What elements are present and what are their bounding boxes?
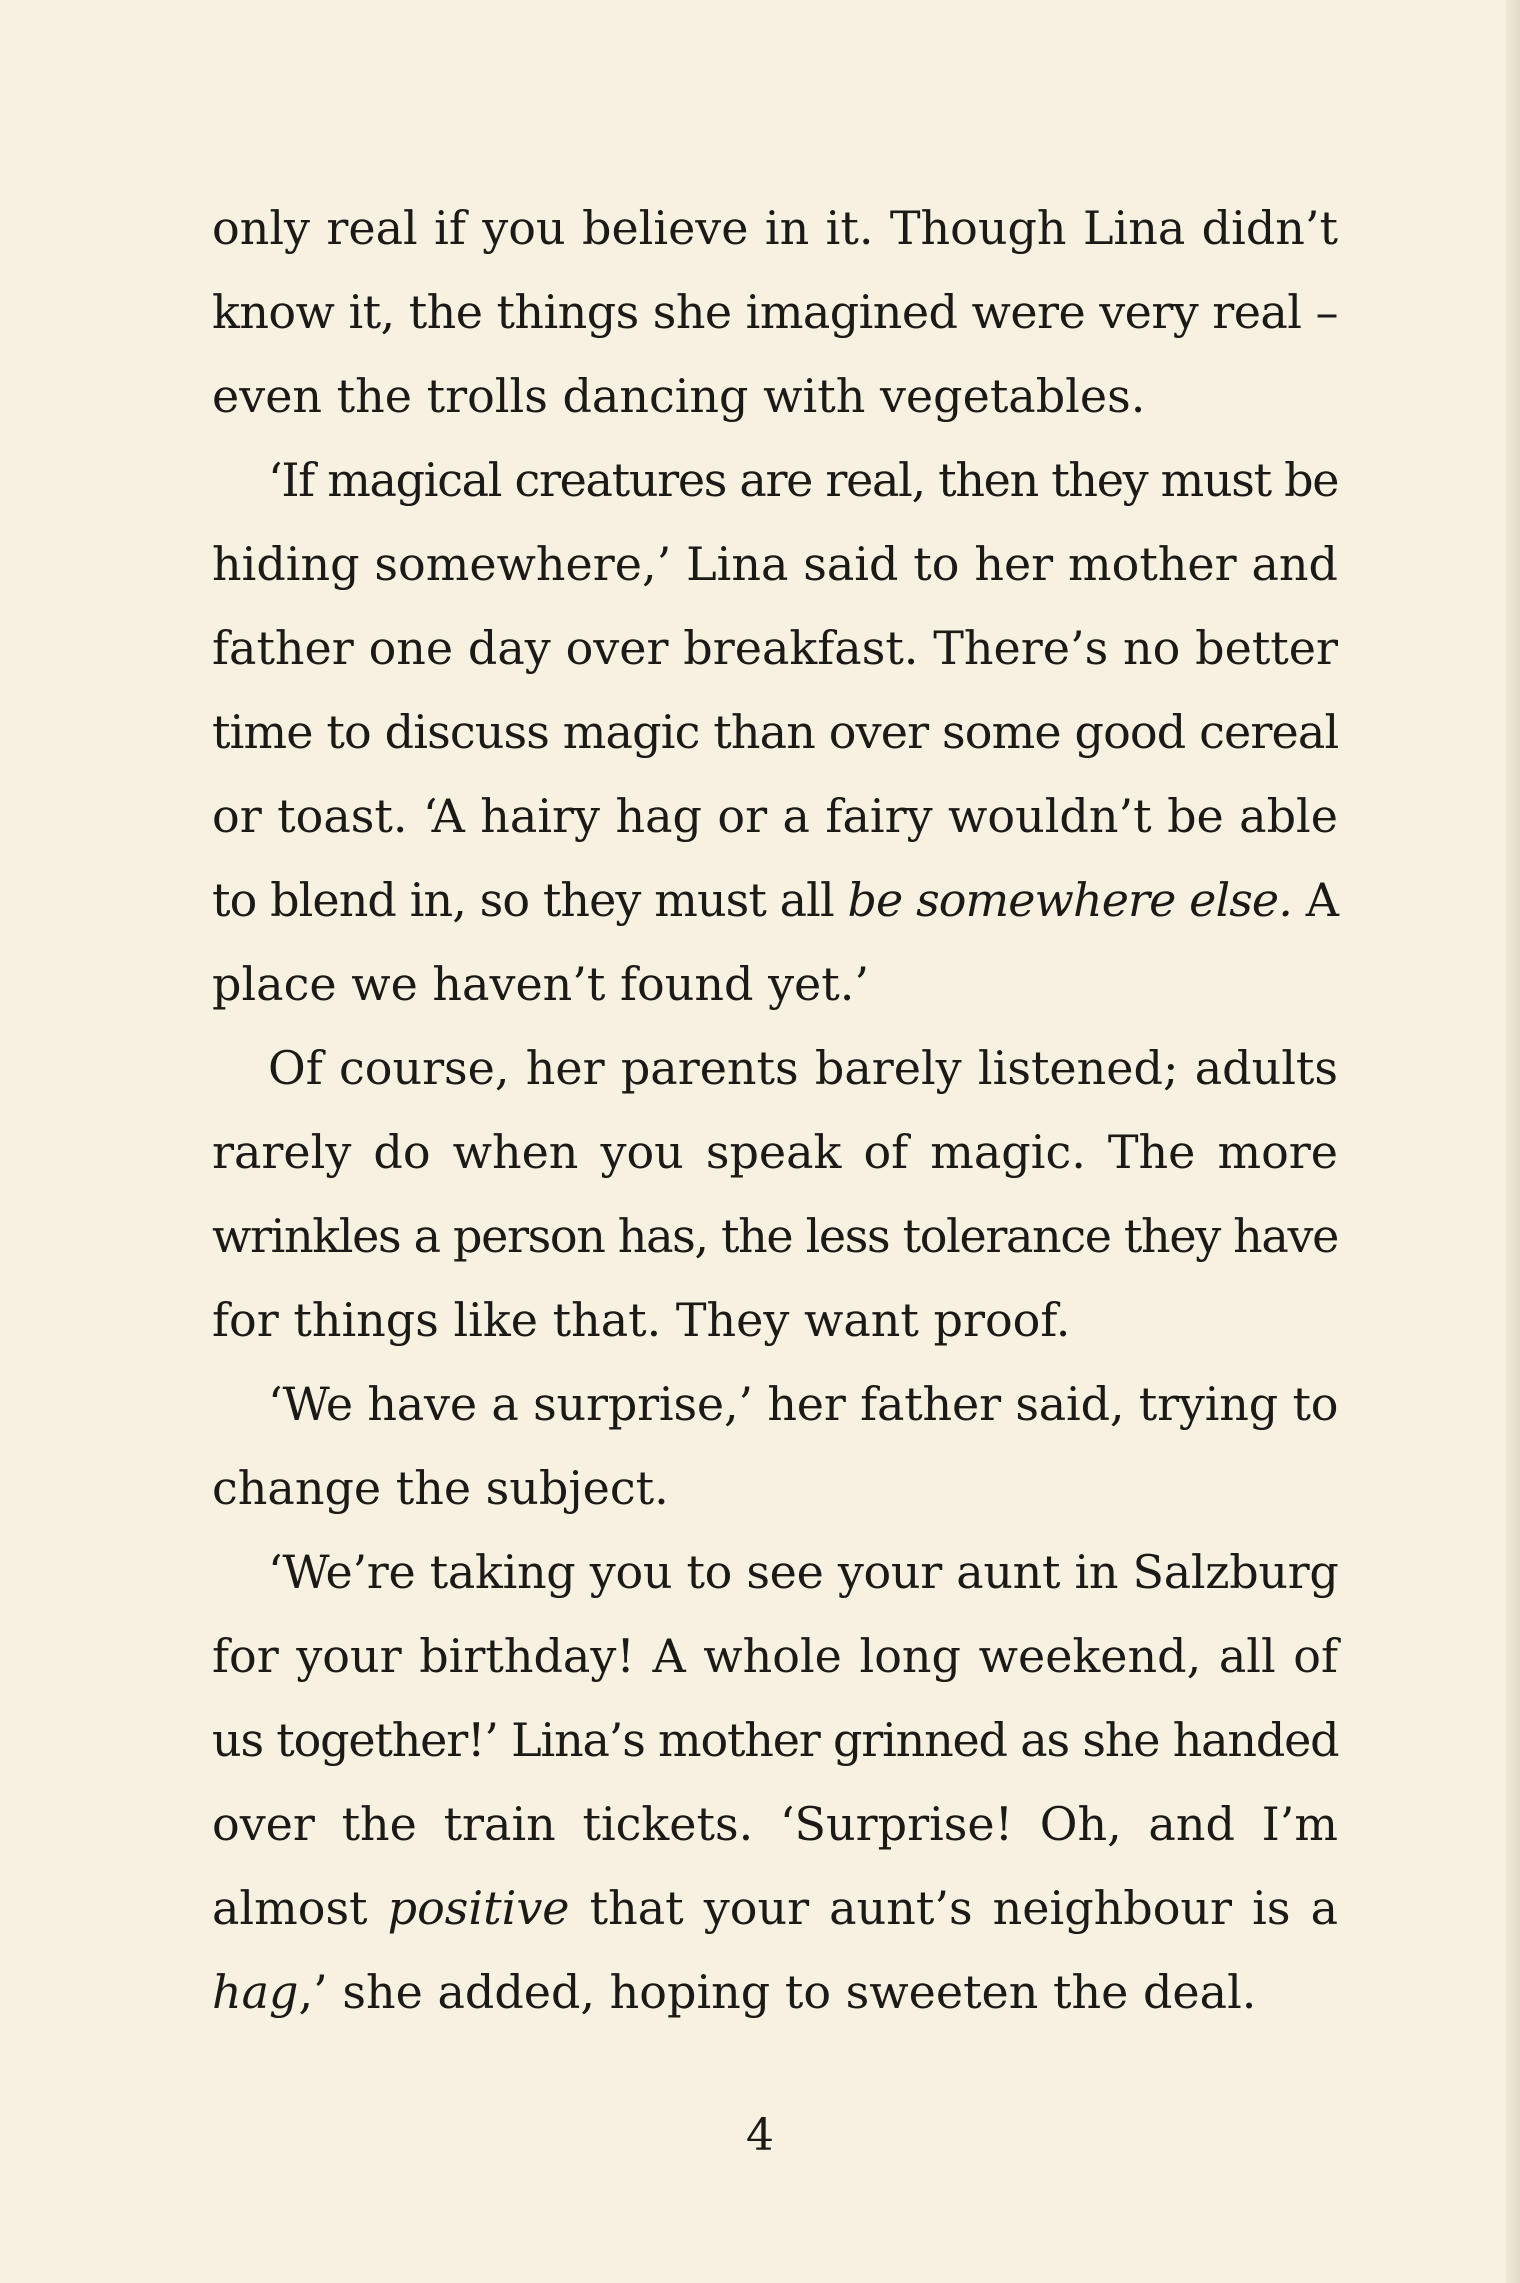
text-span: that your aunt’s neighbour is a	[569, 1881, 1338, 1935]
text-line	[212, 1614, 1338, 1698]
text-span: change the subject.	[212, 1461, 669, 1515]
text-line	[212, 606, 1338, 690]
text-span: father one day over breakfast. There’s no better	[212, 621, 1338, 675]
text-span: ‘We have a surprise,’ her father said, trying to	[268, 1377, 1339, 1431]
text-span: almost	[212, 1881, 388, 1935]
text-line	[212, 1866, 1338, 1950]
text-span: for your birthday! A whole long weekend, all of	[212, 1629, 1338, 1683]
text-span: for things like that. They want proof.	[212, 1293, 1071, 1347]
text-span: even the trolls dancing with vegetables.	[212, 369, 1146, 423]
paragraph	[212, 1530, 1338, 2034]
text-line	[212, 1278, 1338, 1362]
text-span: to blend in, so they must all	[212, 873, 848, 927]
text-span: Of course, her parents barely listened; adults	[268, 1041, 1338, 1095]
text-line	[212, 1026, 1338, 1110]
italic-text: be somewhere else.	[847, 873, 1292, 927]
text-line	[212, 1698, 1338, 1782]
text-span: time to discuss magic than over some good cereal	[212, 705, 1339, 759]
text-span: ‘We’re taking you to see your aunt in Salzburg	[268, 1545, 1339, 1599]
italic-text: positive	[387, 1881, 570, 1935]
text-span: rarely do when you speak of magic. The more	[212, 1125, 1338, 1179]
text-line	[212, 858, 1338, 942]
text-line	[212, 1110, 1338, 1194]
text-line	[212, 1446, 1338, 1530]
text-line	[212, 522, 1338, 606]
page-edge	[1506, 0, 1520, 2283]
text-line	[212, 690, 1338, 774]
text-span: wrinkles a person has, the less tolerance they have	[212, 1209, 1338, 1263]
paragraph	[212, 1026, 1338, 1362]
text-span: place we haven’t found yet.’	[212, 957, 870, 1011]
text-span: hiding somewhere,’ Lina said to her mother and	[212, 537, 1338, 591]
italic-text: hag	[212, 1965, 299, 2019]
paragraph	[212, 438, 1338, 1026]
text-span: ,’ she added, hoping to sweeten the deal.	[298, 1965, 1257, 2019]
text-span: over the train tickets. ‘Surprise! Oh, and I’m	[212, 1797, 1338, 1851]
text-line	[212, 1362, 1338, 1446]
text-span: A	[1291, 873, 1338, 927]
paragraph	[212, 186, 1338, 438]
body-text	[212, 186, 1338, 2034]
text-line	[212, 1950, 1338, 2034]
text-line	[212, 270, 1338, 354]
text-line	[212, 186, 1338, 270]
paragraph	[212, 1362, 1338, 1530]
text-span: or toast. ‘A hairy hag or a fairy wouldn’t be able	[212, 789, 1338, 843]
text-line	[212, 942, 1338, 1026]
text-span: us together!’ Lina’s mother grinned as she handed	[212, 1713, 1339, 1767]
text-span: only real if you believe in it. Though Lina didn’t	[212, 201, 1338, 255]
page-number: 4	[746, 2110, 774, 2161]
text-line	[212, 1530, 1338, 1614]
text-span: know it, the things she imagined were very real –	[212, 285, 1338, 339]
text-line	[212, 774, 1338, 858]
text-line	[212, 438, 1338, 522]
text-line	[212, 1782, 1338, 1866]
text-line	[212, 354, 1338, 438]
text-line	[212, 1194, 1338, 1278]
text-span: ‘If magical creatures are real, then they must be	[268, 453, 1339, 507]
